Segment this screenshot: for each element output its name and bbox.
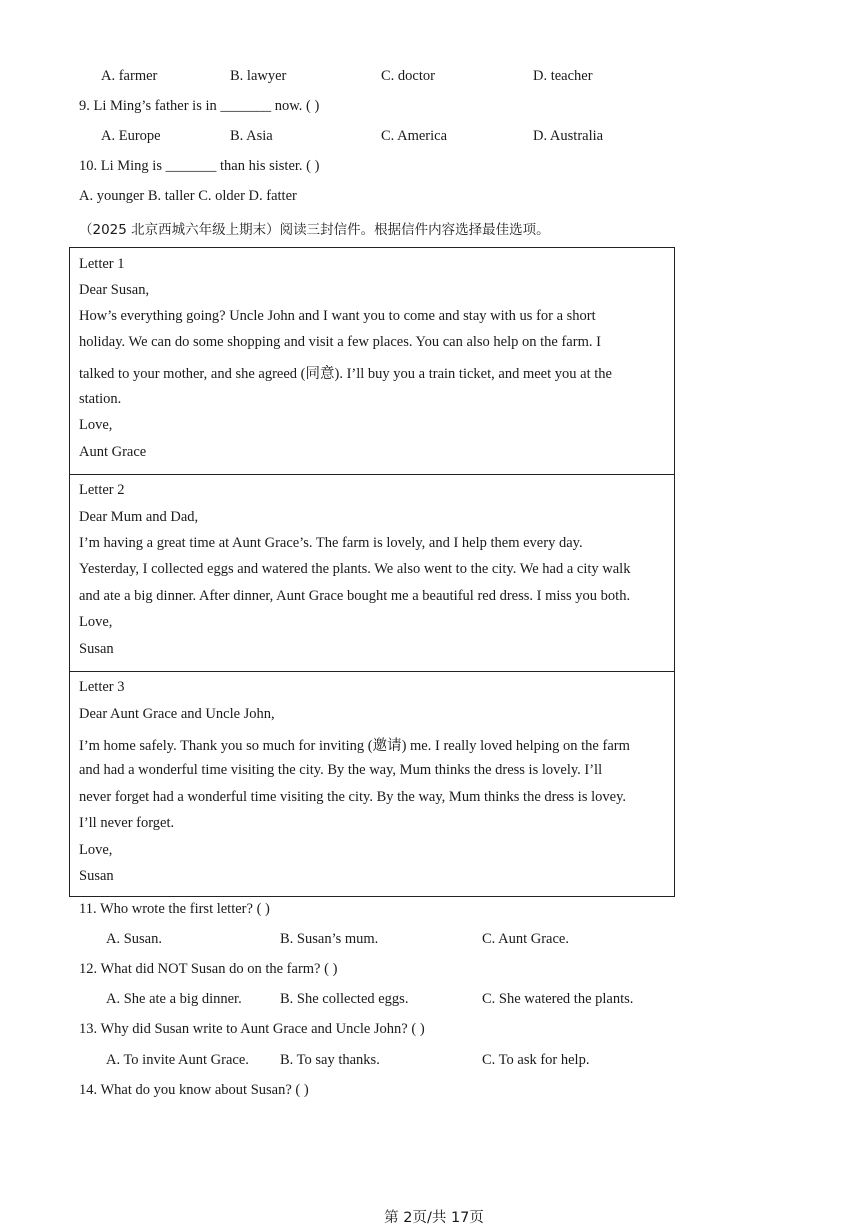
letter-3-body-line: never forget had a wonderful time visiting the city. By the way, Mum thinks the dress is lovey.: [79, 789, 626, 805]
q11-option-a: A. Susan.: [106, 931, 162, 947]
q9-option-a: A. Europe: [101, 128, 161, 144]
q9-option-d: D. Australia: [533, 128, 604, 144]
q11-stem: 11. Who wrote the first letter? ( ): [79, 901, 270, 917]
letter-3-greeting: Dear Aunt Grace and Uncle John,: [79, 706, 275, 722]
q11-option-b: B. Susan’s mum.: [280, 931, 379, 947]
letter-divider: [70, 474, 674, 475]
letters-box: [69, 247, 675, 897]
q13-option-a: A. To invite Aunt Grace.: [106, 1052, 249, 1068]
q13-option-c: C. To ask for help.: [482, 1052, 590, 1068]
letter-2-closing: Love,: [79, 614, 113, 630]
q8-option-a: A. farmer: [101, 68, 158, 84]
q8-option-d: D. teacher: [533, 68, 593, 84]
letter-1-closing: Love,: [79, 417, 113, 433]
q8-option-b: B. lawyer: [230, 68, 287, 84]
letter-3-closing: Love,: [79, 842, 113, 858]
page-number: 第 2页/共 17页: [384, 1210, 484, 1226]
letter-2-body-line: I’m having a great time at Aunt Grace’s. The farm is lovely, and I help them every day.: [79, 535, 583, 551]
letter-1-heading: Letter 1: [79, 256, 125, 272]
q12-option-b: B. She collected eggs.: [280, 991, 409, 1007]
q8-option-c: C. doctor: [381, 68, 435, 84]
q13-option-b: B. To say thanks.: [280, 1052, 380, 1068]
q14-stem: 14. What do you know about Susan? ( ): [79, 1082, 309, 1098]
letter-divider: [70, 671, 674, 672]
letter-1-body-line: station.: [79, 391, 122, 407]
letter-3-heading: Letter 3: [79, 679, 125, 695]
letter-2-heading: Letter 2: [79, 482, 125, 498]
letter-2-body-line: Yesterday, I collected eggs and watered the plants. We also went to the city. We had a city walk: [79, 561, 631, 577]
letter-3-body-line: and had a wonderful time visiting the city. By the way, Mum thinks the dress is lovely. I’ll: [79, 762, 603, 778]
reading-instruction: （2025 北京西城六年级上期末）阅读三封信件。根据信件内容选择最佳选项。: [79, 222, 550, 238]
letter-1-body-line: How’s everything going? Uncle John and I want you to come and stay with us for a short: [79, 308, 596, 324]
letter-3-signature: Susan: [79, 868, 114, 884]
letter-1-greeting: Dear Susan,: [79, 282, 150, 298]
q12-stem: 12. What did NOT Susan do on the farm? ( ): [79, 961, 338, 977]
letter-2-signature: Susan: [79, 641, 114, 657]
q12-option-a: A. She ate a big dinner.: [106, 991, 242, 1007]
letter-2-greeting: Dear Mum and Dad,: [79, 509, 199, 525]
q10-stem: 10. Li Ming is _______ than his sister. ( ): [79, 158, 320, 174]
q12-option-c: C. She watered the plants.: [482, 991, 634, 1007]
letter-1-body-line: holiday. We can do some shopping and visit a few places. You can also help on the farm. I: [79, 334, 601, 350]
letter-3-body-line: I’m home safely. Thank you so much for inviting (邀请) me. I really loved helping on the farm: [79, 738, 630, 754]
q9-option-b: B. Asia: [230, 128, 273, 144]
q9-option-c: C. America: [381, 128, 448, 144]
q10-options: A. younger B. taller C. older D. fatter: [79, 188, 297, 204]
letter-1-body-line: talked to your mother, and she agreed (同意). I’ll buy you a train ticket, and meet you at the: [79, 366, 612, 382]
letter-3-body-line: I’ll never forget.: [79, 815, 175, 831]
q9-stem: 9. Li Ming’s father is in _______ now. ( ): [79, 98, 320, 114]
letter-1-signature: Aunt Grace: [79, 444, 147, 460]
q11-option-c: C. Aunt Grace.: [482, 931, 569, 947]
q13-stem: 13. Why did Susan write to Aunt Grace and Uncle John? ( ): [79, 1021, 425, 1037]
letter-2-body-line: and ate a big dinner. After dinner, Aunt Grace bought me a beautiful red dress. I miss you both.: [79, 588, 631, 604]
